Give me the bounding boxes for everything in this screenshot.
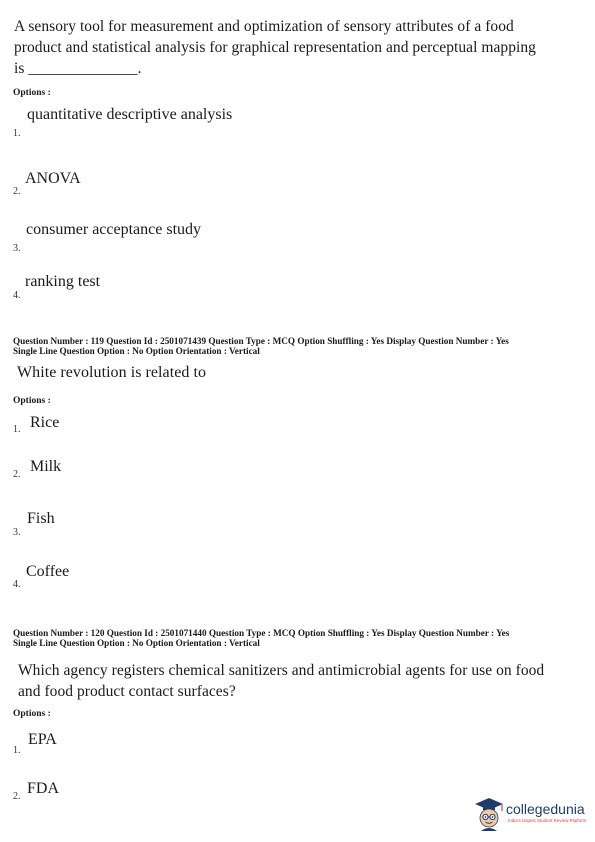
question-120-text xyxy=(18,660,588,702)
question-120-line-1: Which agency registers chemical sanitizers and antimicrobial agents for use on food xyxy=(18,662,545,679)
option-number: 1. xyxy=(13,424,21,435)
question-119-text: White revolution is related to xyxy=(17,364,206,381)
option-text: Coffee xyxy=(26,563,70,580)
option-text: Milk xyxy=(30,458,62,475)
metadata-line-2: Single Line Question Option : No Option Orientation : Vertical xyxy=(13,638,260,648)
options-label: Options : xyxy=(13,709,51,719)
option-number: 4. xyxy=(13,579,21,590)
option-number: 2. xyxy=(13,186,21,197)
option-number: 2. xyxy=(13,469,21,480)
options-label: Options : xyxy=(13,88,51,98)
option-number: 2. xyxy=(13,791,21,802)
option-number: 1. xyxy=(13,128,21,139)
logo-tagline: India's largest Student Review Platform xyxy=(508,818,587,823)
option-number: 1. xyxy=(13,745,21,756)
option-text: ranking test xyxy=(25,273,101,290)
option-number: 3. xyxy=(13,527,21,538)
option-number: 3. xyxy=(13,243,21,254)
collegedunia-logo xyxy=(472,795,590,835)
metadata-line-2: Single Line Question Option : No Option Orientation : Vertical xyxy=(13,346,260,356)
option-text: FDA xyxy=(27,780,60,797)
option-text: Fish xyxy=(27,510,55,527)
question-120-line-2: and food product contact surfaces? xyxy=(18,683,236,700)
graduate-mascot-icon xyxy=(472,795,506,833)
question-119-metadata xyxy=(13,336,509,356)
question-120-metadata xyxy=(13,628,509,648)
metadata-line-1: Question Number : 119 Question Id : 2501071439 Question Type : MCQ Option Shuffling : Yes Display Question Number : Yes xyxy=(13,336,509,346)
option-text: consumer acceptance study xyxy=(26,221,202,238)
option-text: Rice xyxy=(30,414,60,431)
option-text: ANOVA xyxy=(25,170,81,187)
options-label: Options : xyxy=(13,396,51,406)
question-118-line-3: is ______________. xyxy=(14,60,142,77)
question-118-text xyxy=(14,16,574,79)
question-118-line-1: A sensory tool for measurement and optimization of sensory attributes of a food xyxy=(14,18,514,35)
logo-wordmark: collegedunia xyxy=(506,801,585,817)
metadata-line-1: Question Number : 120 Question Id : 2501071440 Question Type : MCQ Option Shuffling : Yes Display Question Number : Yes xyxy=(13,628,510,638)
option-number: 4. xyxy=(13,290,21,301)
question-118-line-2: product and statistical analysis for graphical representation and perceptual mapping xyxy=(14,39,536,56)
option-text: EPA xyxy=(28,731,57,748)
option-text: quantitative descriptive analysis xyxy=(27,106,233,123)
